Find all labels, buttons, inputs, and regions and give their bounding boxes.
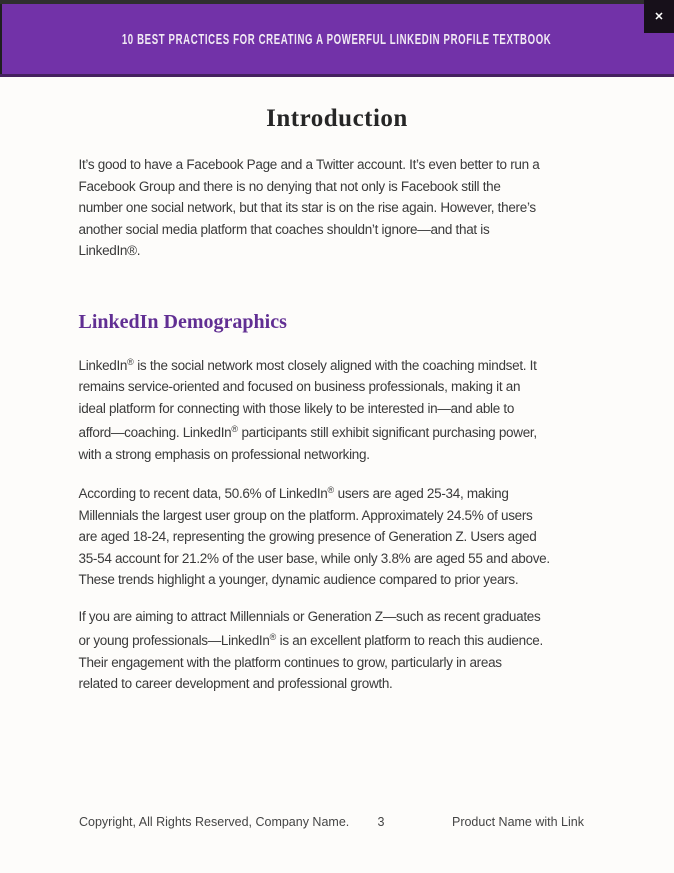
text-line: LinkedIn® is the social network most closely aligned with the coaching mindset. It [78, 356, 537, 373]
footer-product-link: Product Name with Link [451, 815, 584, 829]
text-line: 35-54 account for 21.2% of the user base, while only 3.8% are aged 55 and above. [78, 550, 550, 566]
document-page [0, 80, 674, 873]
footer-copyright: Copyright, All Rights Reserved, Company Name. [79, 815, 350, 829]
text-line: remains service-oriented and focused on business professionals, making it an [78, 379, 521, 394]
body-paragraph [79, 606, 596, 695]
text-line: If you are aiming to attract Millennials or Generation Z—such as recent graduates [78, 608, 541, 624]
text-line: afford—coaching. LinkedIn® participants still exhibit significant purchasing power, [78, 424, 537, 440]
modal-header [0, 4, 674, 77]
body-paragraph [79, 480, 596, 591]
text-line: with a strong emphasis on professional networking. [78, 446, 370, 462]
text-line: number one social network, but that its star is on the rise again. However, there’s [78, 200, 536, 215]
document-title: Introduction [266, 105, 408, 132]
text-line: another social media platform that coaches shouldn’t ignore—and that is [78, 221, 490, 237]
close-icon: ✕ [654, 11, 664, 23]
text-line: According to recent data, 50.6% of LinkedIn® users are aged 25-34, making [78, 485, 509, 501]
section-heading: LinkedIn Demographics [78, 310, 287, 333]
body-paragraph [79, 352, 596, 466]
text-line: related to career development and professional growth. [78, 676, 393, 691]
text-line: It’s good to have a Facebook Page and a Twitter account. It’s even better to run a [78, 157, 540, 172]
footer-page-number: 3 [377, 815, 385, 829]
text-line: ideal platform for connecting with those likely to be interested in—and able to [78, 400, 515, 416]
body-paragraph [79, 154, 596, 262]
text-line: Millennials the largest user group on the platform. Approximately 24.5% of users [78, 507, 533, 523]
top-strip [0, 0, 674, 4]
text-line: are aged 18-24, representing the growing presence of Generation Z. Users aged [78, 529, 537, 544]
text-line: These trends highlight a younger, dynamic audience compared to prior years. [78, 572, 519, 587]
text-line: Their engagement with the platform continues to grow, particularly in areas [78, 654, 502, 670]
page-content [79, 80, 596, 695]
modal-title: 10 BEST PRACTICES FOR CREATING A POWERFUL LINKEDIN PROFILE TEXTBOOK [122, 30, 552, 48]
page-footer [0, 815, 674, 833]
text-line: or young professionals—LinkedIn® is an excellent platform to reach this audience. [78, 632, 543, 648]
text-line: Facebook Group and there is no denying that not only is Facebook still the [78, 178, 501, 194]
close-button[interactable] [644, 0, 674, 33]
text-line: LinkedIn®. [78, 243, 141, 258]
